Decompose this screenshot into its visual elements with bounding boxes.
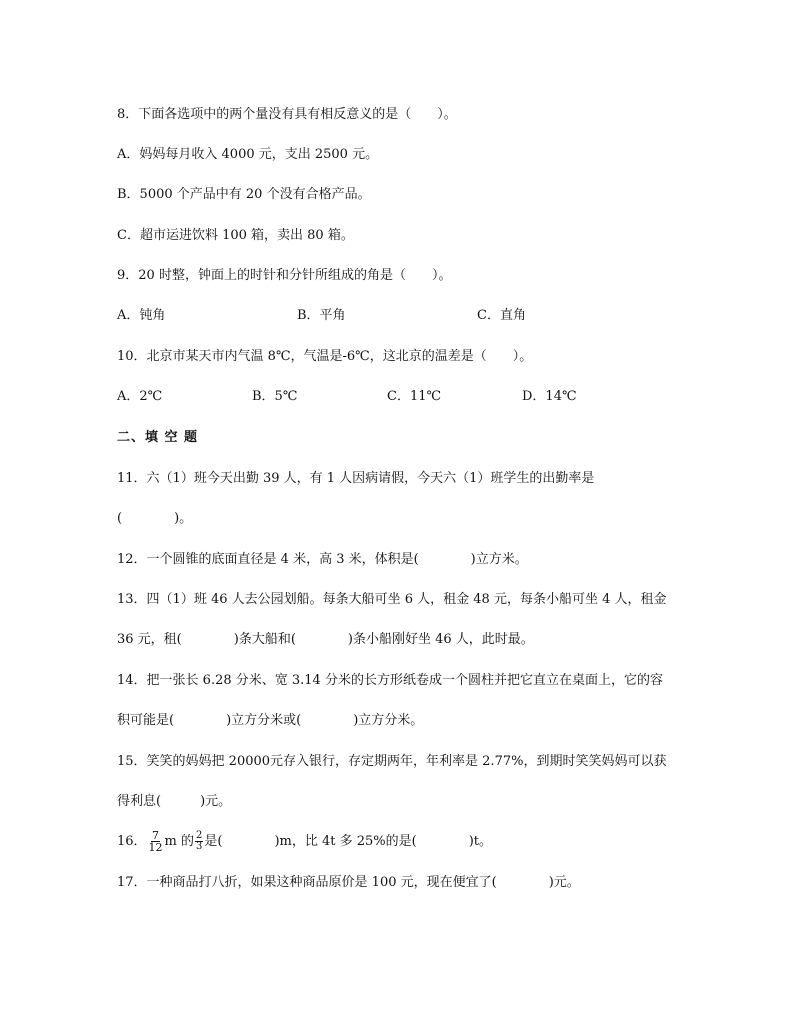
- q16-mid1: m 的: [164, 834, 195, 849]
- q15-line2: 得利息( )元。: [117, 794, 232, 809]
- q15-line1: 15．笑笑的妈妈把 20000元存入银行，存定期两年，年利率是 2.77%，到期时笑笑妈妈可以获: [117, 754, 667, 769]
- q9-stem: 9．20 时整，钟面上的时针和分针所组成的角是（ ）。: [117, 268, 452, 283]
- q10-option-c: C．11℃: [387, 389, 442, 404]
- fraction-denominator: 12: [148, 841, 163, 854]
- q8-option-c: C．超市运进饮料 100 箱，卖出 80 箱。: [117, 228, 354, 243]
- q16-mid2: 是( )m，比 4t 多 25%的是( )t。: [204, 834, 493, 849]
- q9-option-b: B．平角: [297, 308, 346, 323]
- q10-option-b: B．5℃: [252, 389, 298, 404]
- q14-line1: 14．把一张长 6.28 分米、宽 3.14 分米的长方形纸卷成一个圆柱并把它直立在桌面上，它的容: [117, 673, 663, 688]
- fraction-denominator: 3: [196, 841, 203, 852]
- fraction-7-12: [148, 830, 164, 853]
- section-heading: 二、填 空 题: [117, 430, 199, 445]
- q12-text: 12．一个圆锥的底面直径是 4 米，高 3 米，体积是( )立方米。: [117, 552, 528, 567]
- q17-text: 17．一种商品打八折，如果这种商品原价是 100 元，现在便宜了( )元。: [117, 875, 580, 890]
- q13-line2: 36 元，租( )条大船和( )条小船刚好坐 46 人，此时最。: [117, 632, 534, 647]
- q8-option-a: A．妈妈每月收入 4000 元，支出 2500 元。: [117, 147, 379, 162]
- fraction-2-3: [195, 831, 203, 852]
- q9-option-c: C．直角: [477, 308, 526, 323]
- q16-text: [117, 828, 492, 856]
- q16-prefix: 16．: [117, 834, 147, 849]
- q8-stem: 8．下面各选项中的两个量没有具有相反意义的是（ ）。: [117, 107, 457, 122]
- q14-line2: 积可能是( )立方分米或( )立方分米。: [117, 713, 424, 728]
- q11-line1: 11．六（1）班今天出勤 39 人，有 1 人因病请假，今天六（1）班学生的出勤率是: [117, 471, 595, 486]
- q10-option-d: D．14℃: [522, 389, 577, 404]
- q13-line1: 13．四（1）班 46 人去公园划船。每条大船可坐 6 人，租金 48 元，每条小船可坐 4 人，租金: [117, 592, 667, 607]
- q11-line2: ( )。: [117, 511, 193, 526]
- q10-stem: 10．北京市某天市内气温 8℃，气温是-6℃，这北京的温差是（ ）。: [117, 349, 533, 364]
- fraction-numerator: 7: [152, 829, 160, 842]
- fraction-numerator: 2: [196, 830, 203, 841]
- q9-option-a: A．钝角: [117, 308, 166, 323]
- q8-option-b: B．5000 个产品中有 20 个没有合格产品。: [117, 187, 371, 202]
- q10-option-a: A．2℃: [117, 389, 163, 404]
